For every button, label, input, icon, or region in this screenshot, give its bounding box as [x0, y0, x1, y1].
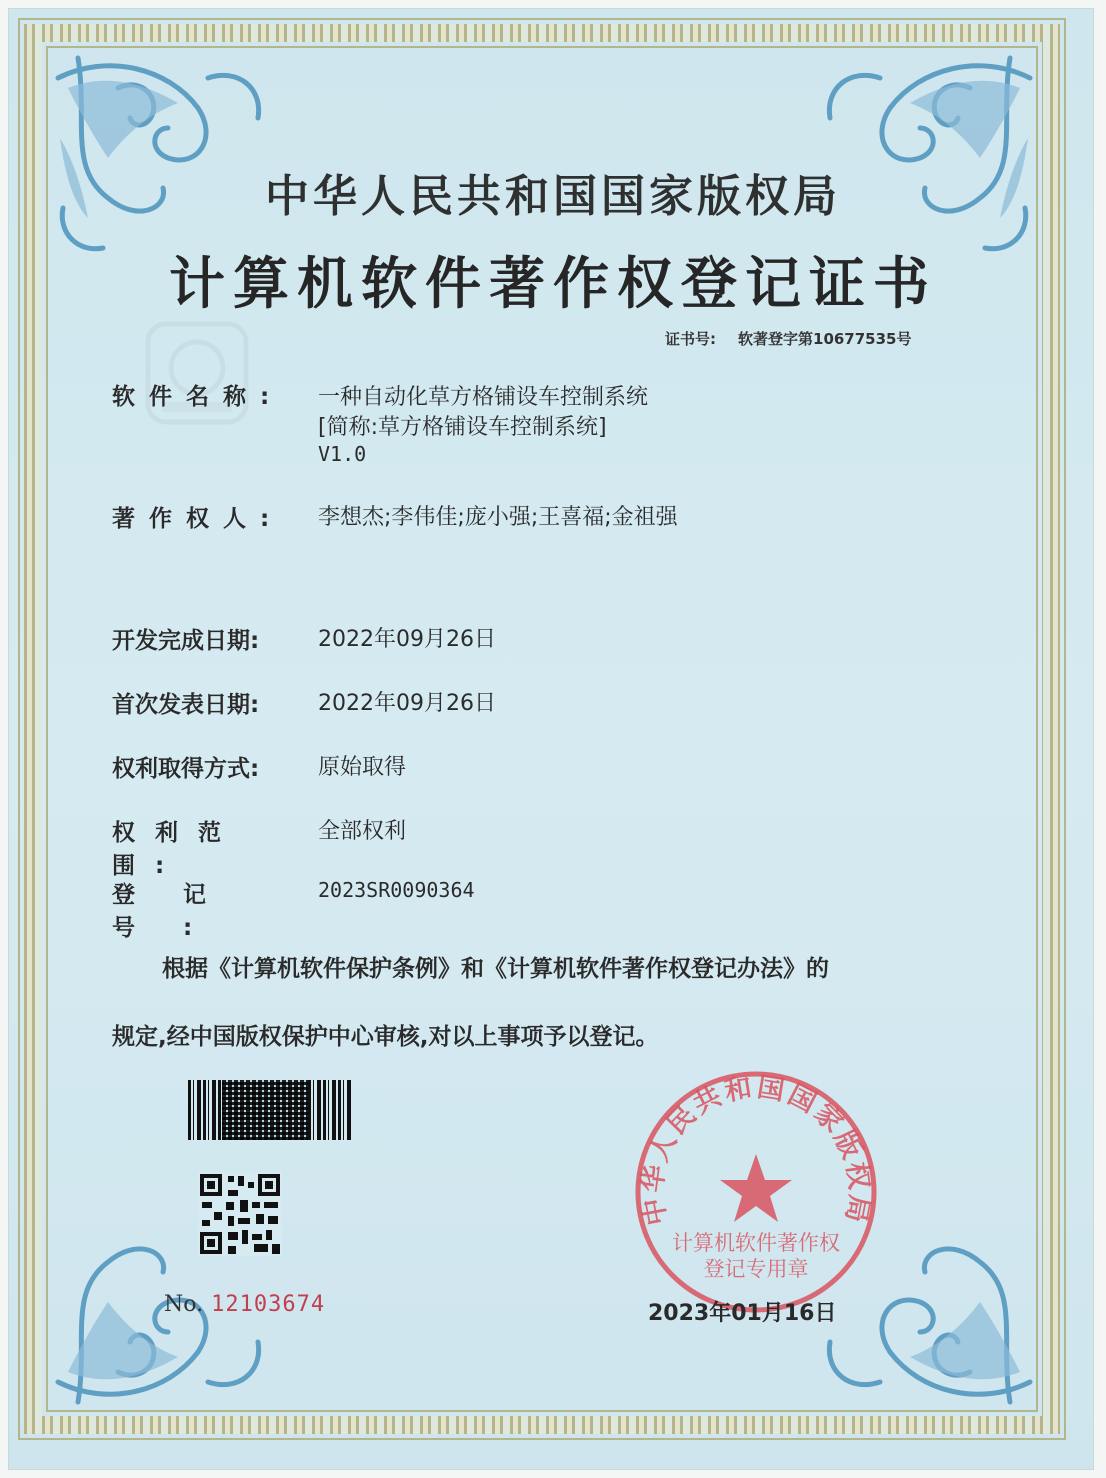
official-seal-stamp: [632, 1068, 880, 1316]
qr-code-icon: [198, 1172, 282, 1256]
registration-no-label: [112, 876, 302, 942]
copyright-holders-label: [112, 500, 302, 533]
statement-line2: 规定,经中国版权保护中心审核,对以上事项予以登记。: [112, 1024, 659, 1050]
registration-no-value: 2023SR0090364: [318, 878, 475, 902]
issuing-agency: 中华人民共和国国家版权局: [265, 171, 841, 222]
barcode-icon: [188, 1080, 352, 1140]
certificate-number-value: 软著登字第10677535号: [738, 330, 912, 348]
copyright-holders-value: 李想杰;李伟佳;庞小强;王喜福;金祖强: [318, 505, 678, 530]
completion-date-label-text: 开发完成日期:: [112, 628, 260, 654]
software-name-line2: [简称:草方格铺设车控制系统]: [318, 415, 607, 440]
svg-text:登记专用章: 登记专用章: [703, 1257, 809, 1281]
software-version: V1.0: [318, 442, 367, 466]
acquisition-method-label: [112, 750, 302, 783]
certificate-title: 计算机软件著作权登记证书: [169, 251, 937, 317]
registration-no-label-text: 登记号:: [112, 882, 254, 941]
certificate-number: [665, 328, 912, 349]
first-publish-date-label-text: 首次发表日期:: [112, 692, 260, 718]
corner-ornament-top-right: [810, 48, 1040, 258]
statement-line1: 根据《计算机软件保护条例》和《计算机软件著作权登记办法》的: [162, 956, 829, 982]
software-name-label-text: 软件名称:: [112, 384, 284, 410]
acquisition-method-label-text: 权利取得方式:: [112, 756, 260, 782]
svg-text:中华人民共和国国家版权局: 中华人民共和国国家版权局: [637, 1071, 875, 1228]
serial-number-value: 12103674: [211, 1292, 326, 1317]
watermark-emblem-icon: [142, 318, 252, 428]
corner-ornament-top-left: [48, 48, 278, 258]
software-name-line1: 一种自动化草方格铺设车控制系统: [318, 385, 649, 410]
issue-date: 2023年01月16日: [648, 1301, 837, 1326]
completion-date-value: 2022年09月26日: [318, 627, 496, 652]
serial-prefix: No.: [164, 1292, 204, 1317]
copyright-holders-label-text: 著作权人:: [112, 506, 284, 532]
serial-number: [164, 1292, 325, 1317]
acquisition-method-value: 原始取得: [318, 755, 407, 780]
certificate-number-label: 证书号:: [665, 330, 716, 348]
software-name-label: [112, 378, 302, 411]
rights-scope-label-text: 权利范围:: [112, 820, 241, 879]
rights-scope-label: [112, 814, 302, 880]
rights-scope-value: 全部权利: [318, 819, 407, 844]
svg-text:计算机软件著作权: 计算机软件著作权: [672, 1231, 840, 1255]
first-publish-date-value: 2022年09月26日: [318, 691, 496, 716]
completion-date-label: [112, 622, 302, 655]
first-publish-date-label: [112, 686, 302, 719]
